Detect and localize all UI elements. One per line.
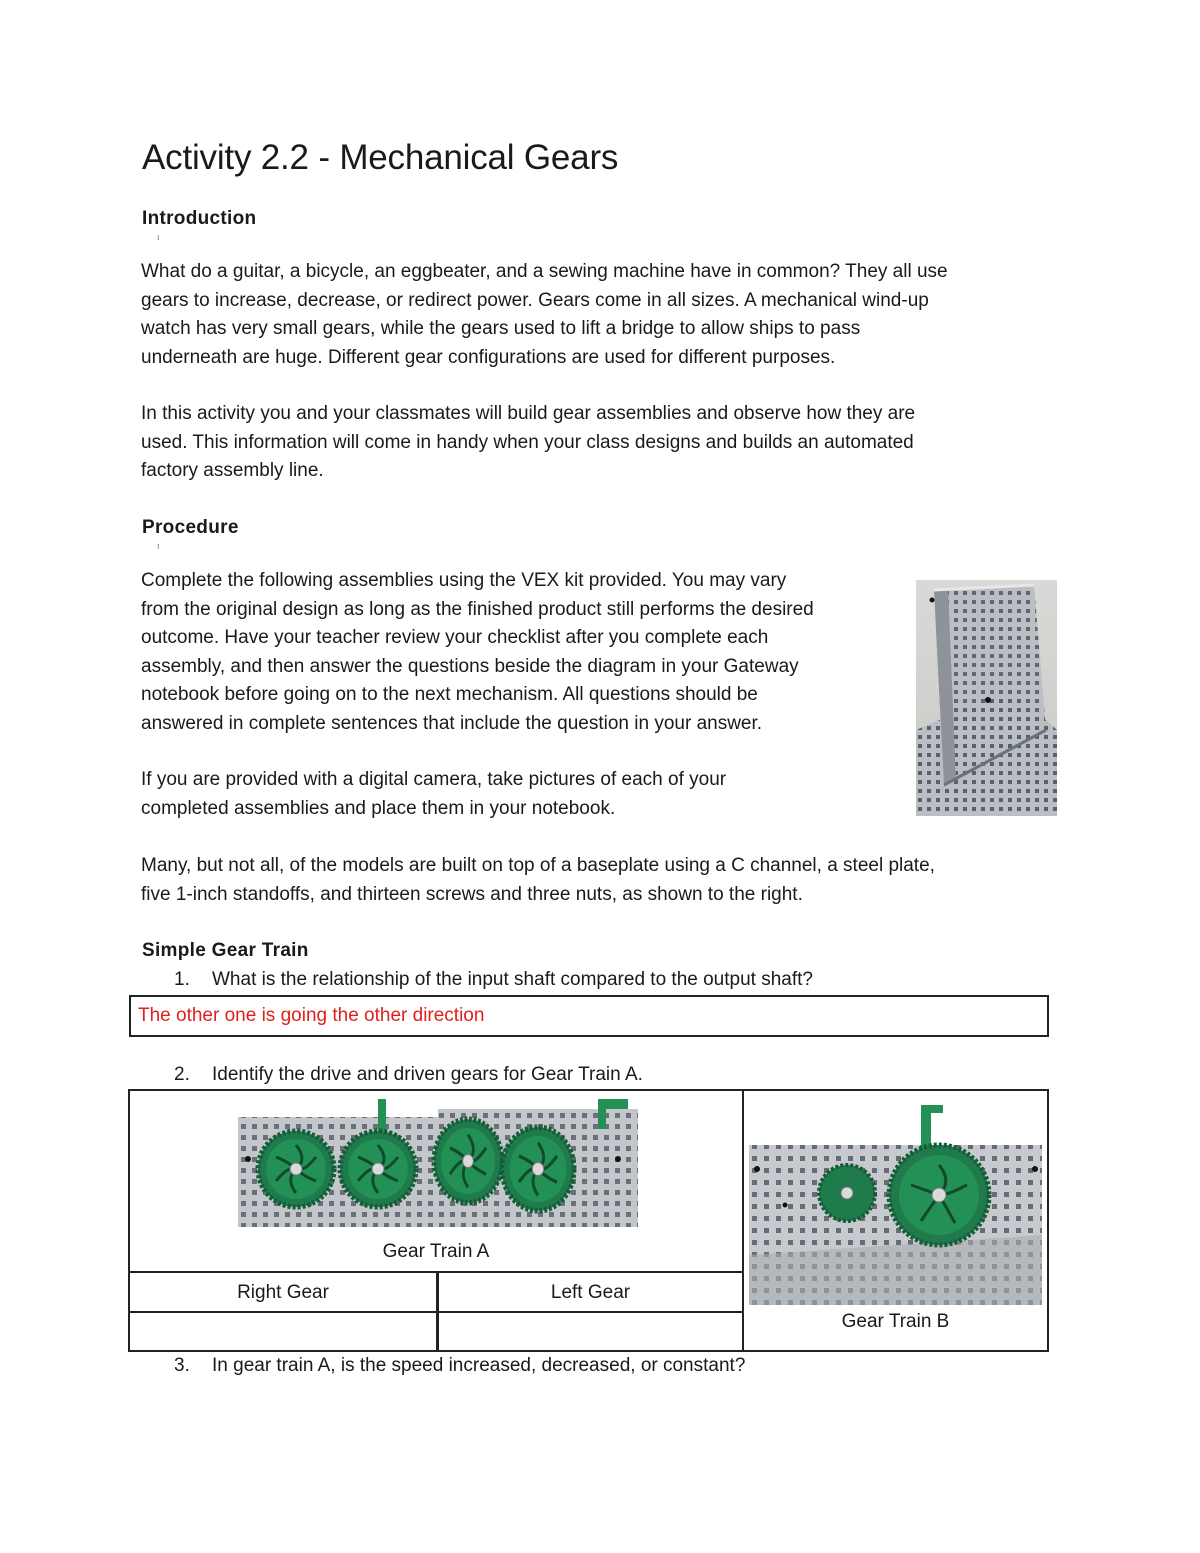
- text-line: from the original design as long as the finished product still performs the desired: [141, 598, 814, 620]
- text-line: used. This information will come in handy when your class designs and builds an automated: [141, 431, 914, 453]
- right-gear-header: Right Gear: [237, 1282, 329, 1303]
- right-gear-header-cell: [130, 1271, 437, 1312]
- text-line: factory assembly line.: [141, 460, 324, 482]
- text-line: notebook before going on to the next mechanism. All questions should be: [141, 684, 758, 706]
- question-1-answer[interactable]: The other one is going the other direction: [138, 1005, 485, 1026]
- right-gear-answer-cell[interactable]: [130, 1312, 437, 1350]
- gear-train-a-illustration: [238, 1099, 638, 1235]
- baseplate-illustration: [916, 580, 1057, 816]
- text-line: In this activity you and your classmates will build gear assemblies and observe how they are: [141, 403, 916, 424]
- question-text: In gear train A, is the speed increased, decreased, or constant?: [212, 1355, 746, 1376]
- left-gear-answer-cell[interactable]: [437, 1312, 742, 1350]
- text-line: completed assemblies and place them in your notebook.: [141, 797, 616, 819]
- text-line: outcome. Have your teacher review your checklist after you complete each: [141, 627, 769, 649]
- simple-gear-train-heading: Simple Gear Train: [142, 940, 309, 961]
- gear-train-b-photo: [749, 1105, 1042, 1305]
- procedure-heading: Procedure: [142, 517, 239, 538]
- text-line: answered in complete sentences that include the question in your answer.: [141, 712, 763, 734]
- question-number: 1.: [174, 969, 190, 990]
- gear-train-a-caption: Gear Train A: [382, 1241, 490, 1262]
- procedure-paragraph-3: [141, 852, 935, 909]
- procedure-paragraph-2: [141, 766, 726, 823]
- text-line: watch has very small gears, while the gears used to lift a bridge to allow ships to pass: [141, 318, 861, 340]
- text-line: What do a guitar, a bicycle, an eggbeater, and a sewing machine have in common? They all use: [141, 261, 948, 282]
- page-title: Activity 2.2 - Mechanical Gears: [142, 138, 619, 177]
- text-line: Complete the following assemblies using the VEX kit provided. You may vary: [141, 570, 787, 591]
- text-line: assembly, and then answer the questions beside the diagram in your Gateway: [141, 655, 799, 677]
- left-gear-header: Left Gear: [550, 1282, 631, 1303]
- text-line: underneath are huge. Different gear configurations are used for different purposes.: [141, 346, 836, 368]
- procedure-paragraph-1: [141, 567, 814, 739]
- question-3: [174, 1355, 745, 1377]
- question-text: Identify the drive and driven gears for Gear Train A.: [212, 1064, 643, 1085]
- introduction-paragraph-2: [141, 400, 915, 486]
- gear-train-b-illustration: [749, 1105, 1042, 1305]
- text-line: five 1-inch standoffs, and thirteen screws and three nuts, as shown to the right.: [141, 883, 803, 905]
- text-line: gears to increase, decrease, or redirect power. Gears come in all sizes. A mechanical wind-up: [141, 289, 929, 311]
- gear-train-b-caption: Gear Train B: [841, 1311, 950, 1332]
- question-1-answer-box[interactable]: [129, 995, 1049, 1037]
- introduction-heading: Introduction: [142, 208, 257, 229]
- gear-train-a-photo: [238, 1099, 638, 1235]
- heading-marker: ı: [157, 232, 160, 242]
- text-line: If you are provided with a digital camera, take pictures of each of your: [141, 769, 727, 790]
- left-gear-header-cell: [437, 1271, 742, 1312]
- question-number: 3.: [174, 1355, 190, 1376]
- baseplate-photo: [916, 580, 1057, 816]
- gear-train-table: [128, 1089, 1049, 1352]
- heading-marker: ı: [157, 541, 160, 551]
- question-text: What is the relationship of the input shaft compared to the output shaft?: [212, 969, 813, 990]
- question-1: [174, 969, 813, 991]
- question-number: 2.: [174, 1064, 190, 1085]
- question-2: [174, 1064, 643, 1086]
- text-line: Many, but not all, of the models are built on top of a baseplate using a C channel, a steel plate,: [141, 855, 935, 876]
- introduction-paragraph-1: [141, 258, 948, 372]
